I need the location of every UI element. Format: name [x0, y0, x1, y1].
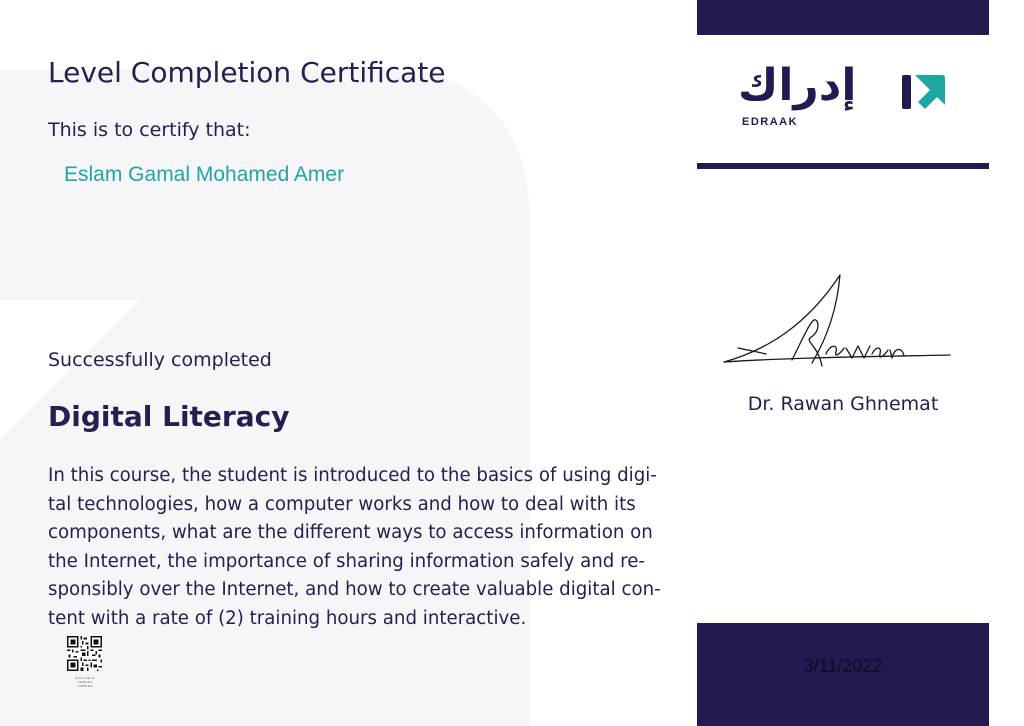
edraak-arrow-logo-icon: [902, 72, 946, 112]
brand-divider: [697, 163, 989, 169]
course-description-line: tal technologies, how a computer works and how to deal with its: [48, 493, 636, 515]
qr-caption-line: certificate: [77, 684, 93, 688]
course-description-line: In this course, the student is introduced to the basics of using digi-: [48, 465, 657, 486]
signatory-name: Dr. Rawan Ghnemat: [747, 393, 939, 415]
course-description-line: tent with a rate of (2) training hours and interactive.: [48, 607, 527, 629]
qr-caption-line: verify the: [77, 680, 93, 684]
qr-caption-line: Scan code to: [75, 676, 95, 680]
course-description-line: the Internet, the importance of sharing information safely and re-: [48, 550, 645, 572]
course-description: [48, 462, 660, 633]
edraak-logo: [738, 60, 950, 132]
issue-date: 3/11/2022: [803, 656, 883, 676]
issue-date-panel: [697, 623, 989, 726]
course-title: Digital Literacy: [48, 400, 290, 433]
brand-arabic-name: إدراك: [738, 60, 857, 111]
top-brand-band: [697, 0, 989, 35]
certificate-title: Level Completion Certificate: [48, 56, 446, 89]
handwritten-signature: [722, 270, 954, 382]
qr-caption: [70, 676, 100, 688]
certify-statement: This is to certify that:: [48, 119, 251, 141]
recipient-name: Eslam Gamal Mohamed Amer: [64, 163, 345, 186]
course-description-line: sponsibly over the Internet, and how to create valuable digital con-: [48, 579, 661, 600]
qr-code-icon[interactable]: [67, 636, 102, 671]
brand-latin-name: EDRAAK: [742, 116, 799, 128]
completed-label: Successfully completed: [48, 349, 272, 371]
course-description-line: components, what are the different ways to access information on: [48, 522, 653, 543]
